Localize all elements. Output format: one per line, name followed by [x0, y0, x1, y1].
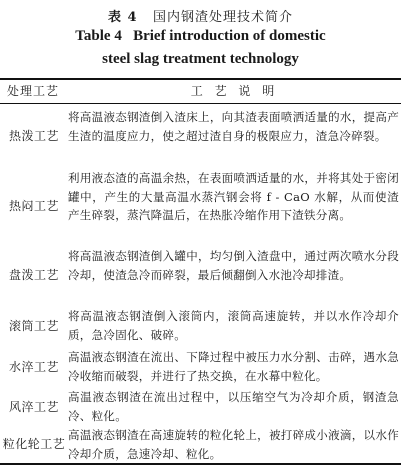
table-row [0, 167, 401, 243]
process-name: 热闷工艺 [8, 198, 59, 213]
table-caption-cn [0, 6, 401, 25]
process-description: 高温液态钢渣在高速旋转的粒化轮上，被打碎成小液滴，以水作冷却介质，急速冷却、粒化。 [68, 428, 399, 461]
process-name: 水淬工艺 [8, 359, 59, 374]
table-bottom-rule [0, 463, 401, 465]
process-name: 盘泼工艺 [8, 267, 59, 282]
process-description: 高温液态钢渣在流出过程中，以压缩空气为冷却介质，钢渣急冷、粒化。 [68, 390, 399, 423]
table-row [0, 305, 401, 345]
process-description: 将高温液态钢渣倒入滚筒内，滚筒高速旋转，并以水作冷却介质，急冷固化、破碎。 [68, 309, 399, 342]
process-name: 粒化轮工艺 [2, 436, 66, 451]
table-title-en-line1: Table 4 Brief introduction of domestic [75, 28, 326, 44]
table-row [0, 245, 401, 303]
column-header-description: 工 艺 说 明 [190, 84, 279, 98]
process-description: 利用液态渣的高温余热，在表面喷洒适量的水，并将其处于密闭罐中，产生的大量高温水蒸汽钢会将 f - CaO 水解，从而使渣产生碎裂，蒸汽降温后，在热胀冷缩作用下渣铁分离。 [68, 171, 399, 222]
process-name: 滚筒工艺 [8, 318, 59, 333]
table-row [0, 386, 401, 426]
table-title-cn: 国内钢渣处理技术简介 [152, 10, 293, 25]
process-description: 高温液态钢渣在流出、下降过程中被压力水分割、击碎，遇水急冷收缩而破裂，并进行了热交换，在水幕中粒化。 [68, 350, 399, 383]
table-number: 表 4 [108, 10, 138, 25]
table-row [0, 424, 401, 462]
column-header-process: 处理工艺 [6, 84, 59, 98]
process-description: 将高温液态钢渣倒入罐中，均匀倒入渣盘中，通过两次喷水分段冷却，使渣急冷而碎裂，最后倾翻倒入水池冷却排渣。 [68, 249, 399, 282]
table-row [0, 346, 401, 386]
table-title-en-line2: steel slag treatment technology [102, 51, 299, 67]
process-description: 将高温液态钢渣倒入渣床上，向其渣表面喷洒适量的水，提高产生渣的温度应力，使之超过渣自身的极限应力，渣急冷碎裂。 [68, 110, 399, 143]
process-name: 热泼工艺 [8, 128, 59, 143]
process-name: 风淬工艺 [8, 399, 59, 414]
table-row [0, 106, 401, 164]
table-header-rule [0, 103, 401, 104]
